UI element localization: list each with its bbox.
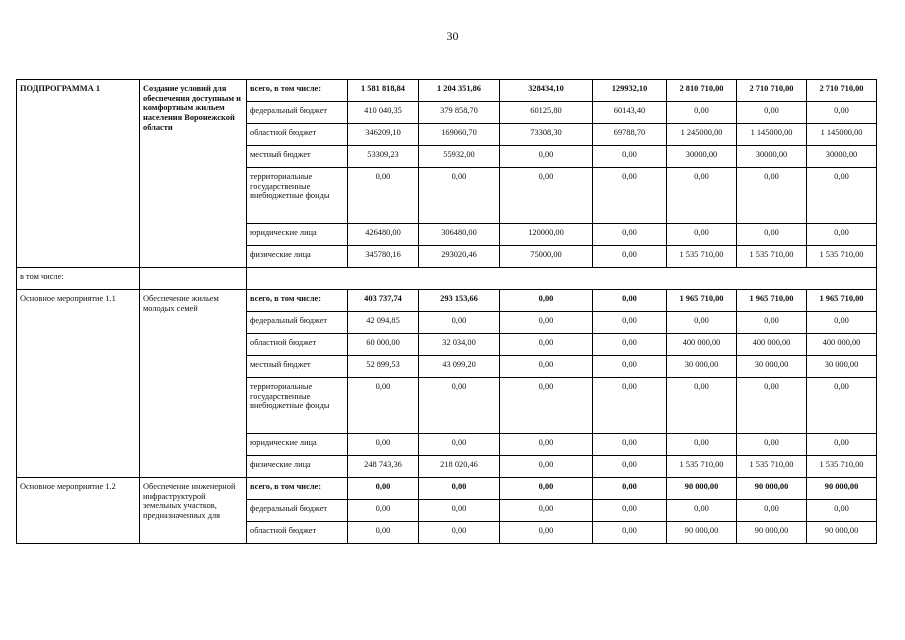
funding-source-cell: физические лица bbox=[247, 246, 348, 268]
amount-cell: 0,00 bbox=[667, 312, 737, 334]
amount-cell: 0,00 bbox=[667, 500, 737, 522]
amount-cell: 90 000,00 bbox=[737, 522, 807, 544]
amount-cell: 400 000,00 bbox=[667, 334, 737, 356]
amount-cell: 379 858,70 bbox=[419, 102, 500, 124]
amount-cell: 0,00 bbox=[419, 312, 500, 334]
program-description-cell: Обеспечение жильем молодых семей bbox=[140, 290, 247, 478]
amount-cell: 90 000,00 bbox=[807, 522, 877, 544]
amount-cell: 0,00 bbox=[419, 500, 500, 522]
amount-cell: 0,00 bbox=[593, 312, 667, 334]
amount-cell: 30 000,00 bbox=[667, 356, 737, 378]
amount-cell: 0,00 bbox=[348, 478, 419, 500]
funding-source-cell: федеральный бюджет bbox=[247, 102, 348, 124]
table-row bbox=[17, 290, 877, 312]
page-number: 30 bbox=[446, 29, 459, 43]
program-label-cell: Основное мероприятие 1.1 bbox=[17, 290, 140, 478]
amount-cell: 60143,40 bbox=[593, 102, 667, 124]
amount-cell: 346209,10 bbox=[348, 124, 419, 146]
funding-source-cell: юридические лица bbox=[247, 434, 348, 456]
amount-cell: 30000,00 bbox=[807, 146, 877, 168]
funding-source-cell: всего, в том числе: bbox=[247, 80, 348, 102]
amount-cell: 0,00 bbox=[419, 434, 500, 456]
amount-cell: 0,00 bbox=[593, 290, 667, 312]
amount-cell: 0,00 bbox=[419, 478, 500, 500]
amount-cell: 0,00 bbox=[593, 478, 667, 500]
separator-row bbox=[17, 268, 877, 290]
amount-cell: 0,00 bbox=[807, 224, 877, 246]
amount-cell: 0,00 bbox=[667, 224, 737, 246]
amount-cell: 0,00 bbox=[807, 312, 877, 334]
amount-cell: 0,00 bbox=[500, 146, 593, 168]
amount-cell: 0,00 bbox=[807, 434, 877, 456]
amount-cell: 30000,00 bbox=[737, 146, 807, 168]
budget-table-body bbox=[17, 80, 877, 544]
amount-cell: 0,00 bbox=[500, 356, 593, 378]
funding-source-cell: федеральный бюджет bbox=[247, 500, 348, 522]
funding-source-cell: юридические лица bbox=[247, 224, 348, 246]
separator-label-cell: в том числе: bbox=[17, 268, 140, 290]
amount-cell: 1 965 710,00 bbox=[737, 290, 807, 312]
program-label-cell: ПОДПРОГРАММА 1 bbox=[17, 80, 140, 268]
amount-cell: 0,00 bbox=[807, 102, 877, 124]
amount-cell: 129932,10 bbox=[593, 80, 667, 102]
amount-cell: 0,00 bbox=[500, 290, 593, 312]
funding-source-cell: областной бюджет bbox=[247, 334, 348, 356]
funding-source-cell: всего, в том числе: bbox=[247, 478, 348, 500]
amount-cell: 400 000,00 bbox=[807, 334, 877, 356]
amount-cell: 30 000,00 bbox=[807, 356, 877, 378]
amount-cell: 2 710 710,00 bbox=[807, 80, 877, 102]
amount-cell: 90 000,00 bbox=[807, 478, 877, 500]
amount-cell: 426480,00 bbox=[348, 224, 419, 246]
amount-cell: 248 743,36 bbox=[348, 456, 419, 478]
amount-cell: 0,00 bbox=[667, 102, 737, 124]
amount-cell: 306480,00 bbox=[419, 224, 500, 246]
amount-cell: 1 145000,00 bbox=[807, 124, 877, 146]
amount-cell: 1 245000,00 bbox=[667, 124, 737, 146]
amount-cell: 90 000,00 bbox=[737, 478, 807, 500]
amount-cell: 1 965 710,00 bbox=[807, 290, 877, 312]
amount-cell: 1 581 818,84 bbox=[348, 80, 419, 102]
amount-cell: 30 000,00 bbox=[737, 356, 807, 378]
amount-cell: 52 899,53 bbox=[348, 356, 419, 378]
amount-cell: 293020,46 bbox=[419, 246, 500, 268]
amount-cell: 0,00 bbox=[348, 434, 419, 456]
amount-cell: 0,00 bbox=[348, 500, 419, 522]
amount-cell: 410 040,35 bbox=[348, 102, 419, 124]
amount-cell: 0,00 bbox=[737, 434, 807, 456]
amount-cell: 0,00 bbox=[500, 478, 593, 500]
amount-cell: 90 000,00 bbox=[667, 522, 737, 544]
amount-cell: 0,00 bbox=[419, 168, 500, 224]
amount-cell: 0,00 bbox=[593, 456, 667, 478]
amount-cell: 1 535 710,00 bbox=[667, 456, 737, 478]
amount-cell: 60125,80 bbox=[500, 102, 593, 124]
amount-cell: 75000,00 bbox=[500, 246, 593, 268]
program-description-cell: Обеспечение инженерной инфраструктурой земельных участков, предназначенных для bbox=[140, 478, 247, 544]
funding-source-cell: местный бюджет bbox=[247, 146, 348, 168]
amount-cell: 1 535 710,00 bbox=[737, 246, 807, 268]
amount-cell: 345780,16 bbox=[348, 246, 419, 268]
amount-cell: 2 810 710,00 bbox=[667, 80, 737, 102]
amount-cell: 0,00 bbox=[667, 434, 737, 456]
amount-cell: 32 034,00 bbox=[419, 334, 500, 356]
funding-source-cell: физические лица bbox=[247, 456, 348, 478]
program-label-cell: Основное мероприятие 1.2 bbox=[17, 478, 140, 544]
amount-cell: 1 535 710,00 bbox=[667, 246, 737, 268]
amount-cell: 0,00 bbox=[667, 168, 737, 224]
amount-cell: 1 535 710,00 bbox=[807, 456, 877, 478]
amount-cell: 0,00 bbox=[419, 522, 500, 544]
funding-source-cell: всего, в том числе: bbox=[247, 290, 348, 312]
program-description-cell: Создание условий для обеспечения доступным и комфортным жильем населения Воронежской области bbox=[140, 80, 247, 268]
amount-cell: 120000,00 bbox=[500, 224, 593, 246]
amount-cell: 0,00 bbox=[593, 168, 667, 224]
amount-cell: 0,00 bbox=[593, 146, 667, 168]
amount-cell: 0,00 bbox=[807, 168, 877, 224]
amount-cell: 328434,10 bbox=[500, 80, 593, 102]
amount-cell: 2 710 710,00 bbox=[737, 80, 807, 102]
amount-cell: 0,00 bbox=[500, 312, 593, 334]
amount-cell: 0,00 bbox=[593, 334, 667, 356]
amount-cell: 1 145000,00 bbox=[737, 124, 807, 146]
amount-cell: 0,00 bbox=[348, 522, 419, 544]
funding-source-cell: федеральный бюджет bbox=[247, 312, 348, 334]
empty-cell bbox=[140, 268, 247, 290]
funding-source-cell: областной бюджет bbox=[247, 124, 348, 146]
amount-cell: 60 000,00 bbox=[348, 334, 419, 356]
amount-cell: 0,00 bbox=[593, 246, 667, 268]
amount-cell: 0,00 bbox=[667, 378, 737, 434]
amount-cell: 0,00 bbox=[593, 434, 667, 456]
amount-cell: 0,00 bbox=[737, 500, 807, 522]
amount-cell: 0,00 bbox=[593, 522, 667, 544]
amount-cell: 0,00 bbox=[807, 500, 877, 522]
amount-cell: 90 000,00 bbox=[667, 478, 737, 500]
amount-cell: 55932,00 bbox=[419, 146, 500, 168]
funding-source-cell: территориальные государственные внебюджетные фонды bbox=[247, 168, 348, 224]
amount-cell: 0,00 bbox=[593, 224, 667, 246]
amount-cell: 73308,30 bbox=[500, 124, 593, 146]
amount-cell: 403 737,74 bbox=[348, 290, 419, 312]
funding-source-cell: местный бюджет bbox=[247, 356, 348, 378]
amount-cell: 43 099,20 bbox=[419, 356, 500, 378]
budget-table bbox=[16, 79, 877, 544]
amount-cell: 0,00 bbox=[737, 102, 807, 124]
amount-cell: 0,00 bbox=[737, 312, 807, 334]
amount-cell: 0,00 bbox=[348, 378, 419, 434]
amount-cell: 1 535 710,00 bbox=[737, 456, 807, 478]
amount-cell: 0,00 bbox=[500, 168, 593, 224]
amount-cell: 0,00 bbox=[500, 522, 593, 544]
table-row bbox=[17, 478, 877, 500]
amount-cell: 218 020,46 bbox=[419, 456, 500, 478]
amount-cell: 0,00 bbox=[593, 378, 667, 434]
empty-cell bbox=[247, 268, 877, 290]
amount-cell: 0,00 bbox=[419, 378, 500, 434]
amount-cell: 0,00 bbox=[737, 168, 807, 224]
amount-cell: 1 535 710,00 bbox=[807, 246, 877, 268]
amount-cell: 30000,00 bbox=[667, 146, 737, 168]
amount-cell: 42 094,85 bbox=[348, 312, 419, 334]
table-row bbox=[17, 80, 877, 102]
amount-cell: 169060,70 bbox=[419, 124, 500, 146]
amount-cell: 0,00 bbox=[500, 456, 593, 478]
amount-cell: 1 204 351,86 bbox=[419, 80, 500, 102]
amount-cell: 0,00 bbox=[500, 378, 593, 434]
amount-cell: 0,00 bbox=[348, 168, 419, 224]
amount-cell: 53309,23 bbox=[348, 146, 419, 168]
funding-source-cell: областной бюджет bbox=[247, 522, 348, 544]
amount-cell: 0,00 bbox=[737, 224, 807, 246]
amount-cell: 400 000,00 bbox=[737, 334, 807, 356]
amount-cell: 1 965 710,00 bbox=[667, 290, 737, 312]
amount-cell: 0,00 bbox=[500, 334, 593, 356]
amount-cell: 0,00 bbox=[593, 356, 667, 378]
funding-source-cell: территориальные государственные внебюджетные фонды bbox=[247, 378, 348, 434]
amount-cell: 0,00 bbox=[500, 500, 593, 522]
amount-cell: 0,00 bbox=[500, 434, 593, 456]
amount-cell: 0,00 bbox=[737, 378, 807, 434]
amount-cell: 293 153,66 bbox=[419, 290, 500, 312]
amount-cell: 0,00 bbox=[593, 500, 667, 522]
amount-cell: 69788,70 bbox=[593, 124, 667, 146]
amount-cell: 0,00 bbox=[807, 378, 877, 434]
